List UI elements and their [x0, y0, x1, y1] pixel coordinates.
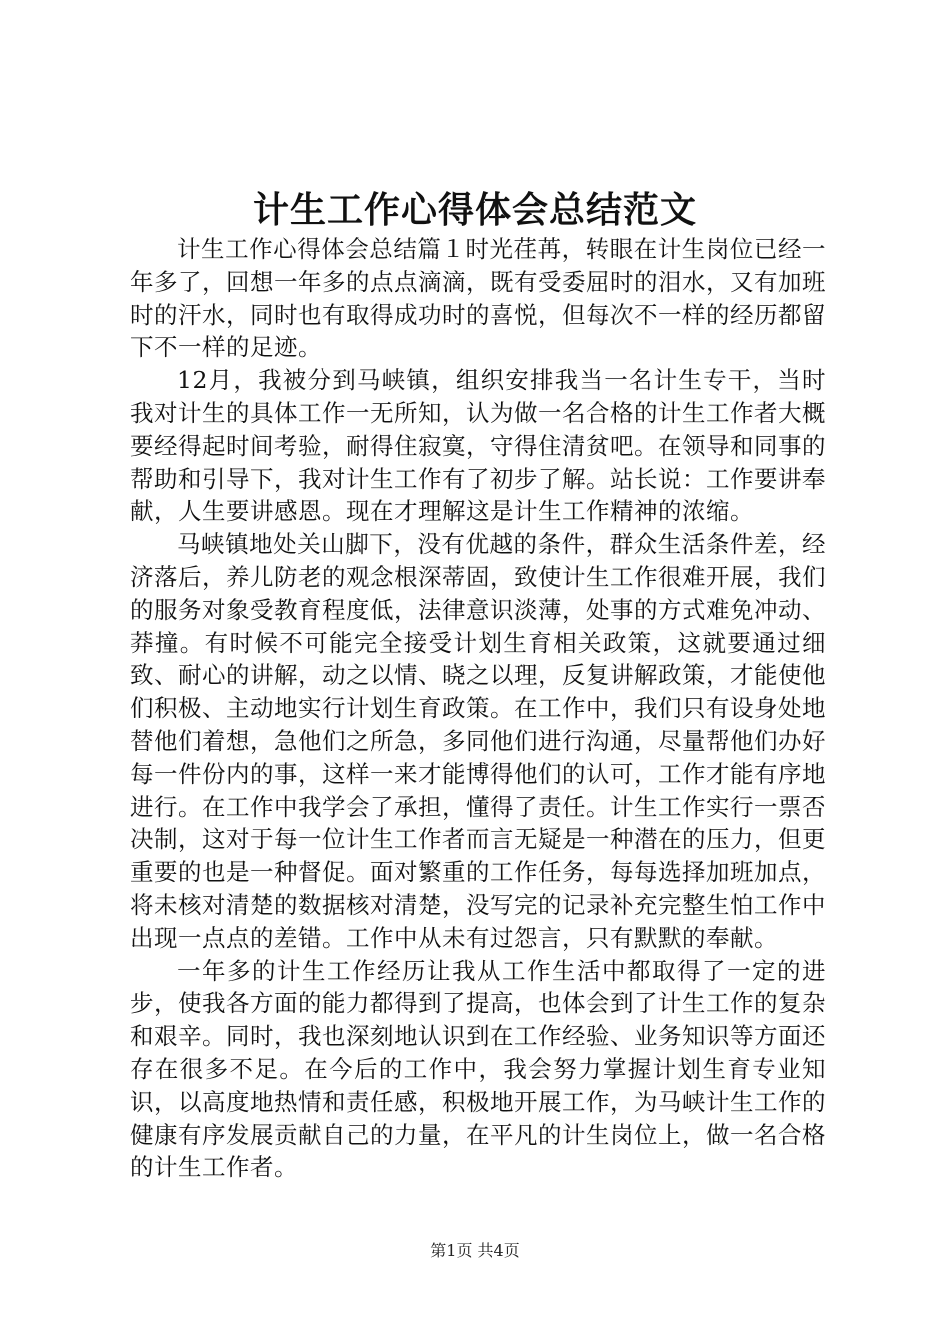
paragraph-2: 12月，我被分到马峡镇，组织安排我当一名计生专干，当时我对计生的具体工作一无所知，认为做一名合格的计生工作者大概要经得起时间考验，耐得住寂寞，守得住清贫吧。在领导和同事的帮助和引导下，我对计生工作有了初步了解。站长说：工作要讲奉献，人生要讲感恩。现在才理解这是计生工作精神的浓缩。	[130, 366, 826, 526]
paragraph-3: 马峡镇地处关山脚下，没有优越的条件，群众生活条件差，经济落后，养儿防老的观念根深蒂固，致使计生工作很难开展，我们的服务对象受教育程度低，法律意识淡薄，处事的方式难免冲动、莽撞。有时候不可能完全接受计划生育相关政策，这就要通过细致、耐心的讲解，动之以情、晓之以理，反复讲解政策，才能使他们积极、主动地实行计划生育政策。在工作中，我们只有设身处地替他们着想，急他们之所急，多同他们进行沟通，尽量帮他们办好每一件份内的事，这样一来才能博得他们的认可，工作才能有序地进行。在工作中我学会了承担，懂得了责任。计生工作实行一票否决制，这对于每一位计生工作者而言无疑是一种潜在的压力，但更重要的也是一种督促。面对繁重的工作任务，每每选择加班加点，将未核对清楚的数据核对清楚，没写完的记录补充完整生怕工作中出现一点点的差错。工作中从未有过怨言，只有默默的奉献。	[130, 530, 826, 952]
document-title: 计生工作心得体会总结范文	[252, 189, 697, 231]
paragraph-4: 一年多的计生工作经历让我从工作生活中都取得了一定的进步，使我各方面的能力都得到了提高，也体会到了计生工作的复杂和艰辛。同时，我也深刻地认识到在工作经验、业务知识等方面还存在很多不足。在今后的工作中，我会努力掌握计划生育专业知识，以高度地热情和责任感，积极地开展工作，为马峡计生工作的健康有序发展贡献自己的力量，在平凡的计生岗位上，做一名合格的计生工作者。	[130, 956, 826, 1182]
document-body	[130, 233, 826, 1184]
page-number-footer: 第1页 共4页	[430, 1241, 520, 1260]
paragraph-1: 计生工作心得体会总结篇１时光荏苒，转眼在计生岗位已经一年多了，回想一年多的点点滴滴，既有受委屈时的泪水，又有加班时的汗水，同时也有取得成功时的喜悦，但每次不一样的经历都留下不一样的足迹。	[130, 235, 826, 362]
